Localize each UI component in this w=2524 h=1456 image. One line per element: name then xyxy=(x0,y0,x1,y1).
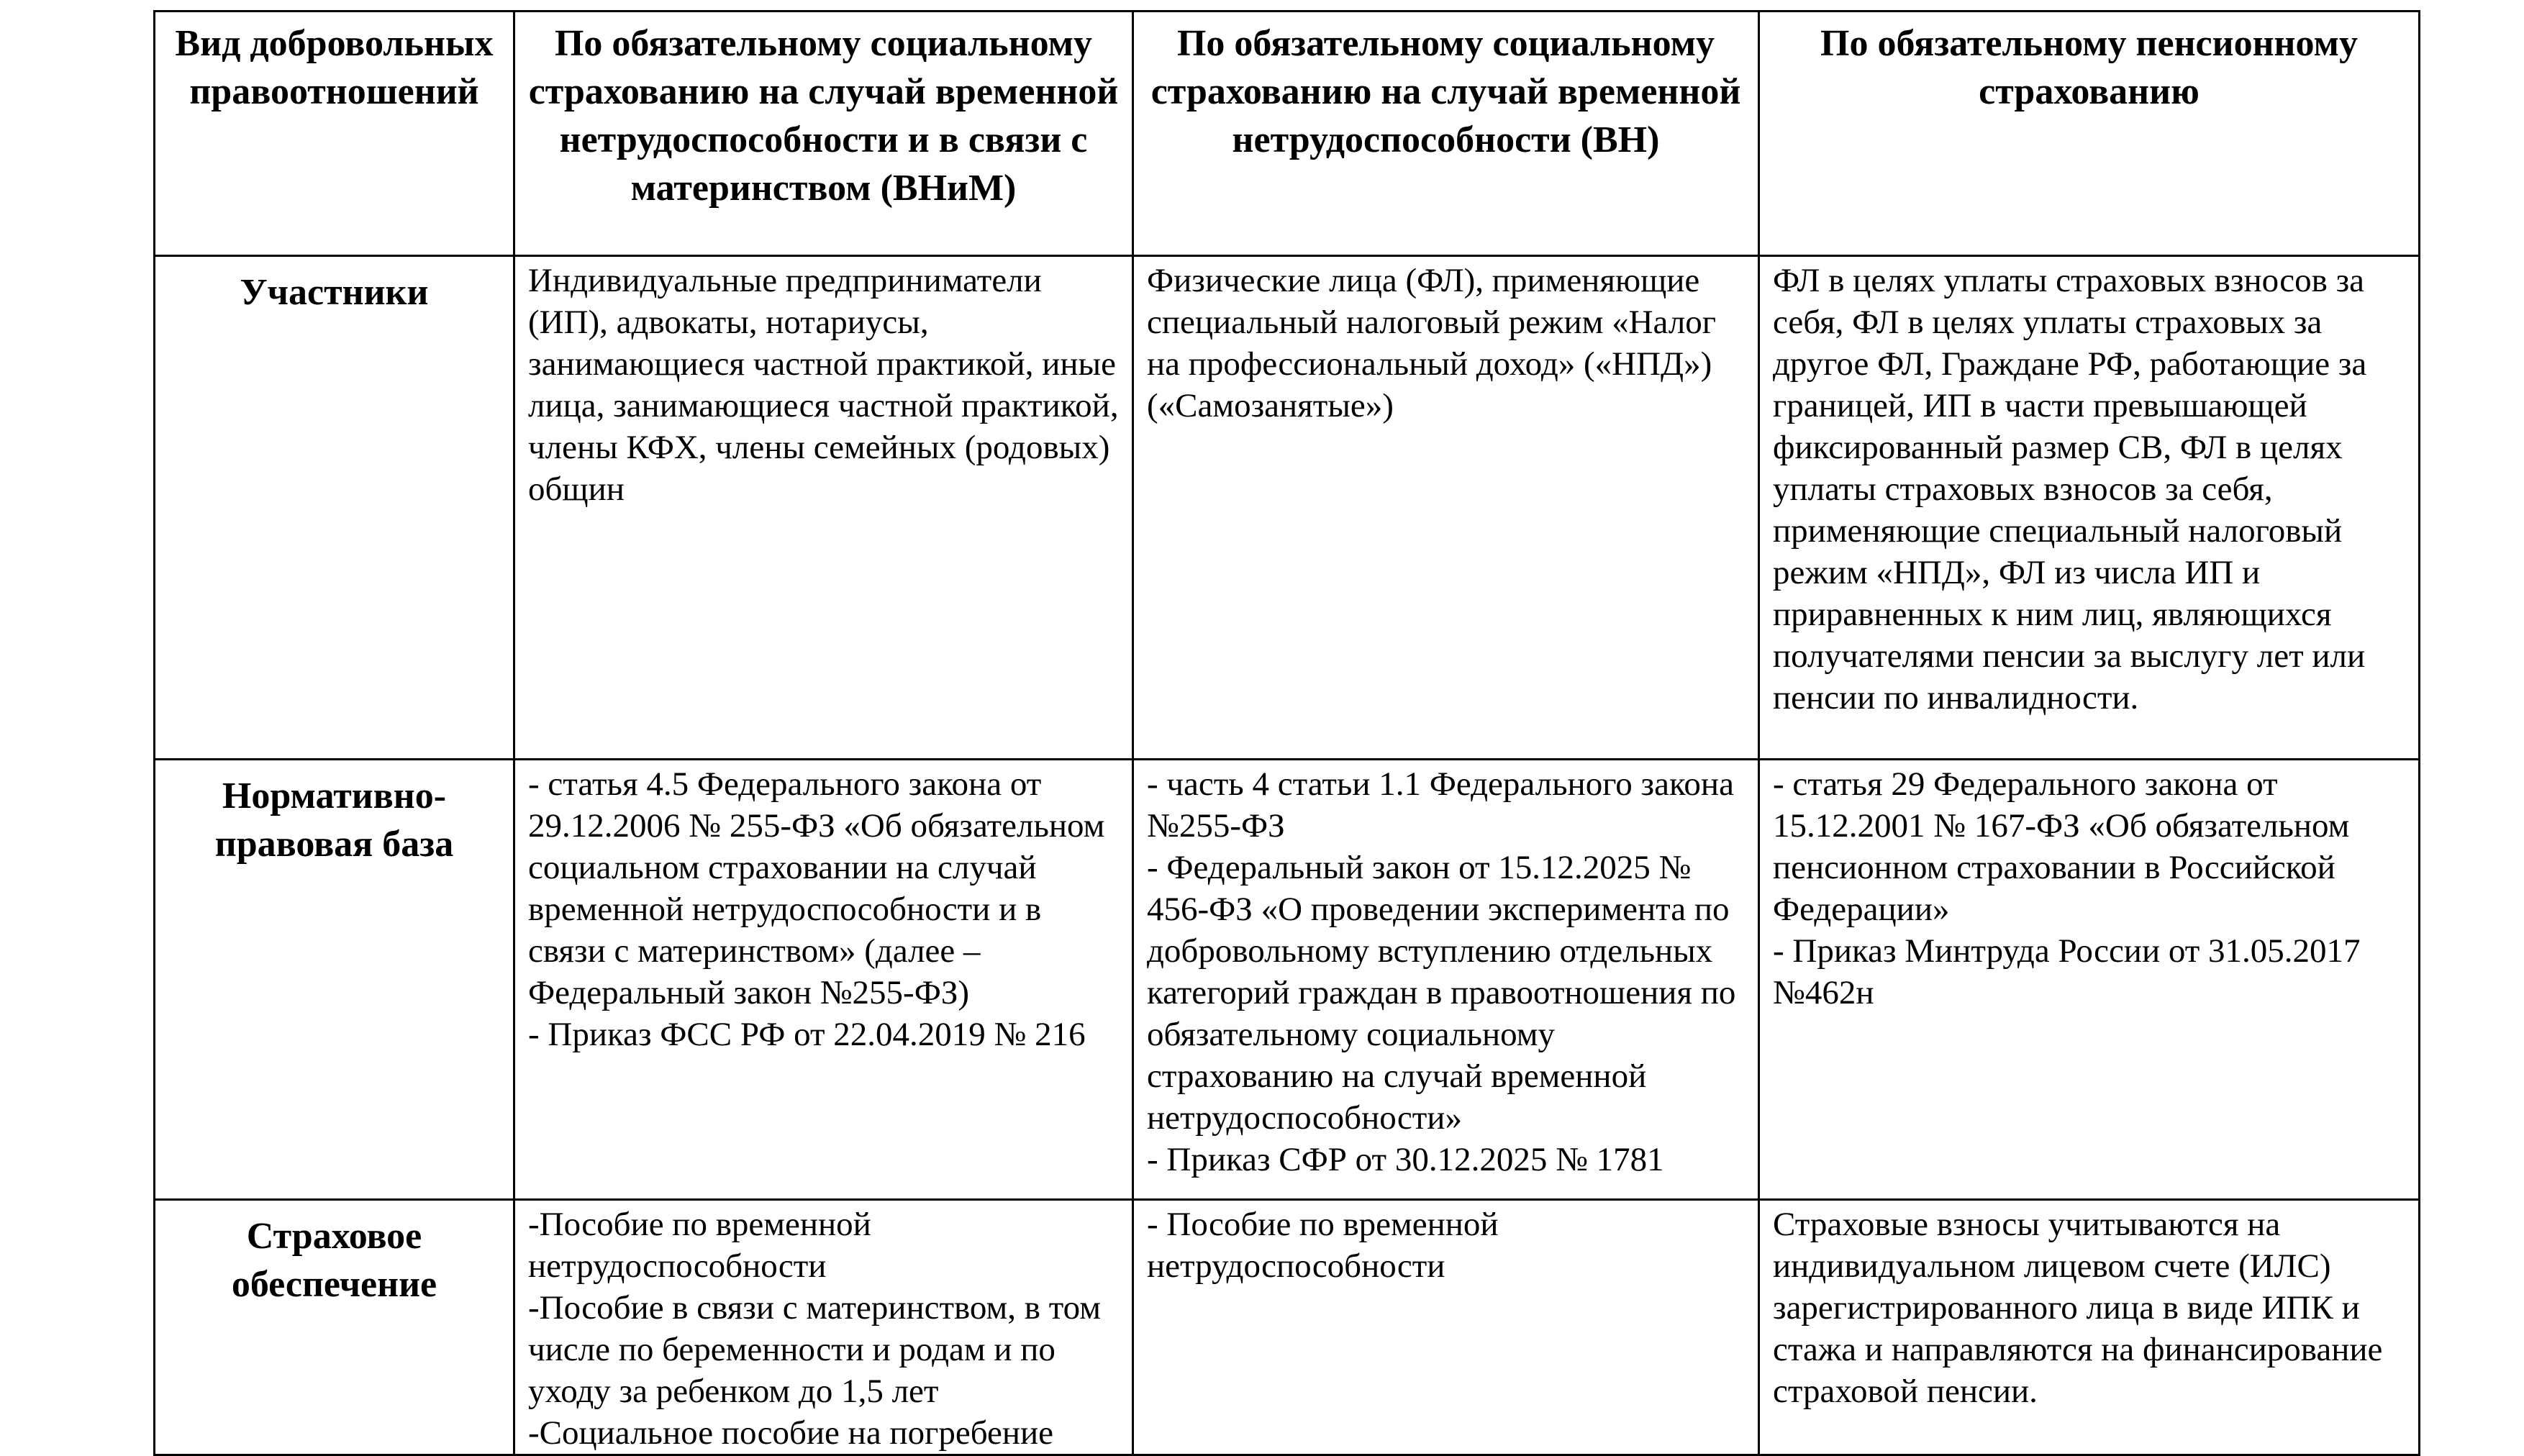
header-vnim-text: По обязательному социальному страхованию на случай временной нетрудоспособности и в связи с материнством (ВНиМ) xyxy=(528,23,1119,209)
table-cell xyxy=(514,256,1133,760)
table-cell xyxy=(1133,256,1759,760)
table-cell xyxy=(1133,1200,1759,1455)
row-label-cell xyxy=(155,256,514,760)
cell-text: - Пособие по временной нетрудоспособности xyxy=(1147,1206,1499,1285)
comparison-table xyxy=(153,10,2420,1456)
table-cell xyxy=(1759,1200,2420,1455)
cell-text: - часть 4 статьи 1.1 Федерального закона №255-ФЗ - Федеральный закон от 15.12.2025 № 456-ФЗ «О проведении эксперимента по добровольному вступлению отдельных категорий граждан в правоотношения по обязательному социальному страхованию на случай временной нетрудоспособности» - Приказ СФР от 30.12.2025 № 1781 xyxy=(1147,765,1736,1178)
cell-text: ФЛ в целях уплаты страховых взносов за себя, ФЛ в целях уплаты страховых за другое ФЛ, Граждане РФ, работающие за границей, ИП в части превышающей фиксированный размер СВ, ФЛ в целях уплаты страховых взносов за себя, применяющие специальный налоговый режим «НПД», ФЛ из числа ИП и приравненных к ним лиц, являющихся получателями пенсии за выслугу лет или пенсии по инвалидности. xyxy=(1773,262,2367,716)
header-row xyxy=(155,12,2420,256)
row-label-cell xyxy=(155,1200,514,1455)
cell-text: Страховые взносы учитываются на индивидуальном лицевом счете (ИЛС) зарегистрированного лица в виде ИПК и стажа и направляются на финансирование страховой пенсии. xyxy=(1773,1206,2383,1410)
header-vn-text: По обязательному социальному страхованию на случай временной нетрудоспособности (ВН) xyxy=(1150,23,1741,160)
table-row-insurance-coverage xyxy=(155,1200,2420,1455)
header-cell-vnim xyxy=(514,12,1133,256)
cell-text: Индивидуальные предприниматели (ИП), адвокаты, нотариусы, занимающиеся частной практикой, иные лица, занимающиеся частной практикой, члены КФХ, члены семейных (родовых) общин xyxy=(528,262,1119,508)
header-pension-text: По обязательному пенсионному страхованию xyxy=(1820,23,2358,112)
header-type-text: Вид добровольных правоотношений xyxy=(175,23,494,112)
table-row-participants xyxy=(155,256,2420,760)
row-label: Страховое обеспечение xyxy=(231,1216,437,1305)
table-cell xyxy=(1759,256,2420,760)
row-label: Участники xyxy=(240,272,429,313)
row-label-cell xyxy=(155,760,514,1200)
header-cell-type xyxy=(155,12,514,256)
header-cell-vn xyxy=(1133,12,1759,256)
header-cell-pension xyxy=(1759,12,2420,256)
cell-text: Физические лица (ФЛ), применяющие специальный налоговый режим «Налог на профессиональный доход» («НПД») («Самозанятые») xyxy=(1147,262,1717,424)
cell-text: - статья 4.5 Федерального закона от 29.12.2006 № 255-ФЗ «Об обязательном социальном страховании на случай временной нетрудоспособности и в связи с материнством» (далее – Федеральный закон №255-ФЗ) - Приказ ФСС РФ от 22.04.2019 № 216 xyxy=(528,765,1105,1053)
table-cell xyxy=(514,760,1133,1200)
table-row-legal-basis xyxy=(155,760,2420,1200)
cell-text: - статья 29 Федерального закона от 15.12.2001 № 167-ФЗ «Об обязательном пенсионном страховании в Российской Федерации» - Приказ Минтруда России от 31.05.2017 №462н xyxy=(1773,765,2361,1011)
table-cell xyxy=(1133,760,1759,1200)
table-cell xyxy=(514,1200,1133,1455)
row-label: Нормативно-правовая база xyxy=(214,775,454,865)
cell-text: -Пособие по временной нетрудоспособности -Пособие в связи с материнством, в том числе по беременности и родам и по уходу за ребенком до 1,5 лет -Социальное пособие на погребение xyxy=(528,1206,1101,1452)
table-cell xyxy=(1759,760,2420,1200)
